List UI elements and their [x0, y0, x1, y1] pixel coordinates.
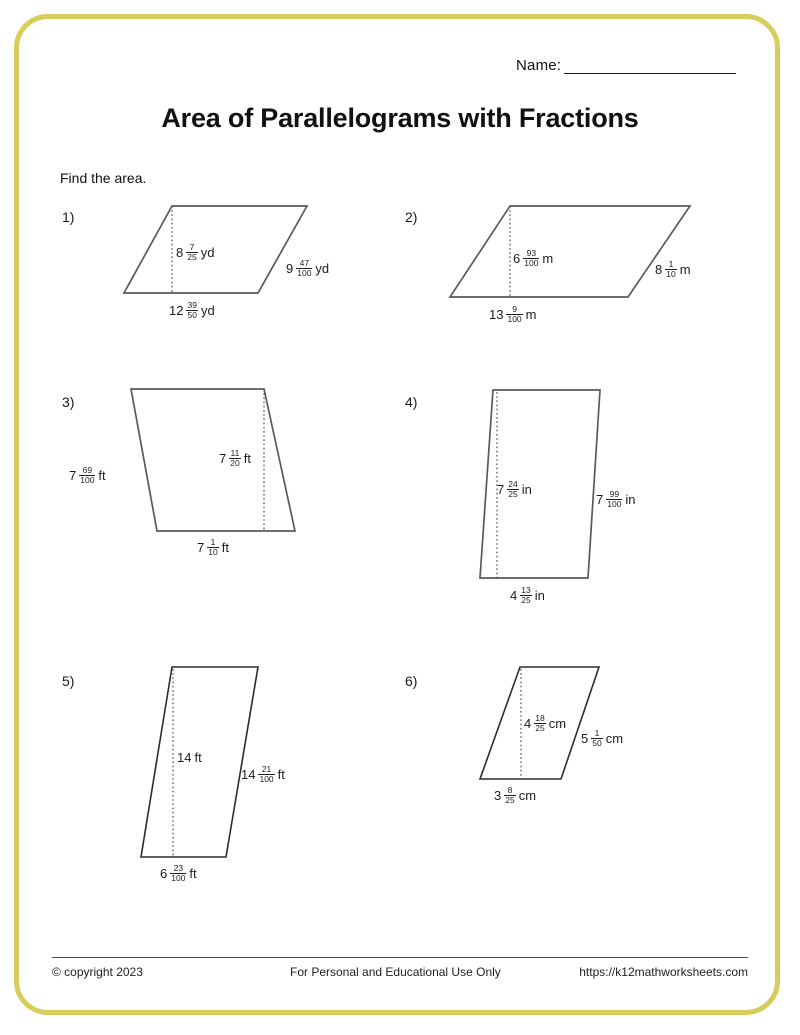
side-whole-1: 9 [286, 261, 294, 276]
problem-number-2: 2) [405, 209, 418, 225]
base-unit-1: yd [200, 303, 215, 318]
side-whole-6: 5 [581, 731, 589, 746]
side-fraction-6: $\frac{1}{50}$ [592, 727, 602, 748]
base-whole-2: 13 [489, 307, 504, 322]
footer [52, 965, 748, 983]
side-unit-4: in [625, 492, 636, 507]
problem-number-5: 5) [62, 673, 75, 689]
problem-number-1: 1) [62, 209, 75, 225]
base-fraction-6: $\frac{8}{25}$ [505, 784, 515, 805]
height-unit-4: in [521, 482, 532, 497]
side-unit-3: ft [98, 468, 106, 483]
height-whole-4: 7 [497, 482, 505, 497]
base-unit-2: m [525, 307, 537, 322]
instruction-text: Find the area. [60, 170, 147, 186]
height-fraction-3: $\frac{11}{20}$ [230, 447, 240, 468]
height-whole-2: 6 [513, 251, 521, 266]
height-unit-2: m [542, 251, 554, 266]
side-fraction-2: $\frac{1}{10}$ [666, 258, 676, 279]
height-fraction-2: $\frac{93}{100}$ [524, 247, 539, 268]
side-label-6 [581, 729, 623, 748]
height-unit-1: yd [200, 245, 215, 260]
base-whole-5: 6 [160, 866, 168, 881]
side-fraction-4: $\frac{99}{100}$ [607, 488, 622, 509]
side-whole-3: 7 [69, 468, 77, 483]
side-unit-6: cm [605, 731, 624, 746]
side-whole-5: 14 [241, 767, 256, 782]
height-whole-5: 14 [177, 750, 192, 765]
height-whole-6: 4 [524, 716, 532, 731]
base-unit-3: ft [221, 540, 229, 555]
height-unit-5: ft [194, 750, 202, 765]
base-whole-3: 7 [197, 540, 205, 555]
base-unit-5: ft [189, 866, 197, 881]
height-unit-6: cm [548, 716, 567, 731]
side-unit-5: ft [277, 767, 285, 782]
height-fraction-6: $\frac{18}{25}$ [535, 712, 545, 733]
base-whole-6: 3 [494, 788, 502, 803]
base-fraction-3: $\frac{1}{10}$ [208, 536, 218, 557]
height-unit-3: ft [243, 451, 251, 466]
base-fraction-4: $\frac{13}{25}$ [521, 584, 531, 605]
side-fraction-1: $\frac{47}{100}$ [297, 257, 312, 278]
footer-website-link[interactable]: https://k12mathworksheets.com [579, 965, 748, 979]
base-fraction-1: $\frac{39}{50}$ [187, 299, 197, 320]
base-unit-6: cm [518, 788, 537, 803]
footer-usage-note: For Personal and Educational Use Only [290, 965, 501, 979]
base-whole-1: 12 [169, 303, 184, 318]
base-fraction-5: $\frac{23}{100}$ [171, 862, 186, 883]
base-unit-4: in [534, 588, 545, 603]
side-whole-2: 8 [655, 262, 663, 277]
problem-number-4: 4) [405, 394, 418, 410]
page-title: Area of Parallelograms with Fractions [161, 103, 639, 133]
problem-number-6: 6) [405, 673, 418, 689]
height-whole-1: 8 [176, 245, 184, 260]
problem-number-3: 3) [62, 394, 75, 410]
side-fraction-5: $\frac{21}{100}$ [259, 763, 274, 784]
base-fraction-2: $\frac{9}{100}$ [507, 303, 522, 324]
height-fraction-4: $\frac{24}{25}$ [508, 478, 518, 499]
base-label-6 [494, 786, 536, 805]
footer-copyright: © copyright 2023 [52, 965, 143, 979]
base-whole-4: 4 [510, 588, 518, 603]
height-whole-3: 7 [219, 451, 227, 466]
side-fraction-3: $\frac{69}{100}$ [80, 464, 95, 485]
footer-divider [52, 957, 748, 958]
name-label: Name: [516, 57, 562, 74]
side-unit-1: yd [315, 261, 330, 276]
height-fraction-1: $\frac{7}{25}$ [187, 241, 197, 262]
height-label-6 [524, 714, 566, 733]
side-whole-4: 7 [596, 492, 604, 507]
side-unit-2: m [679, 262, 691, 277]
